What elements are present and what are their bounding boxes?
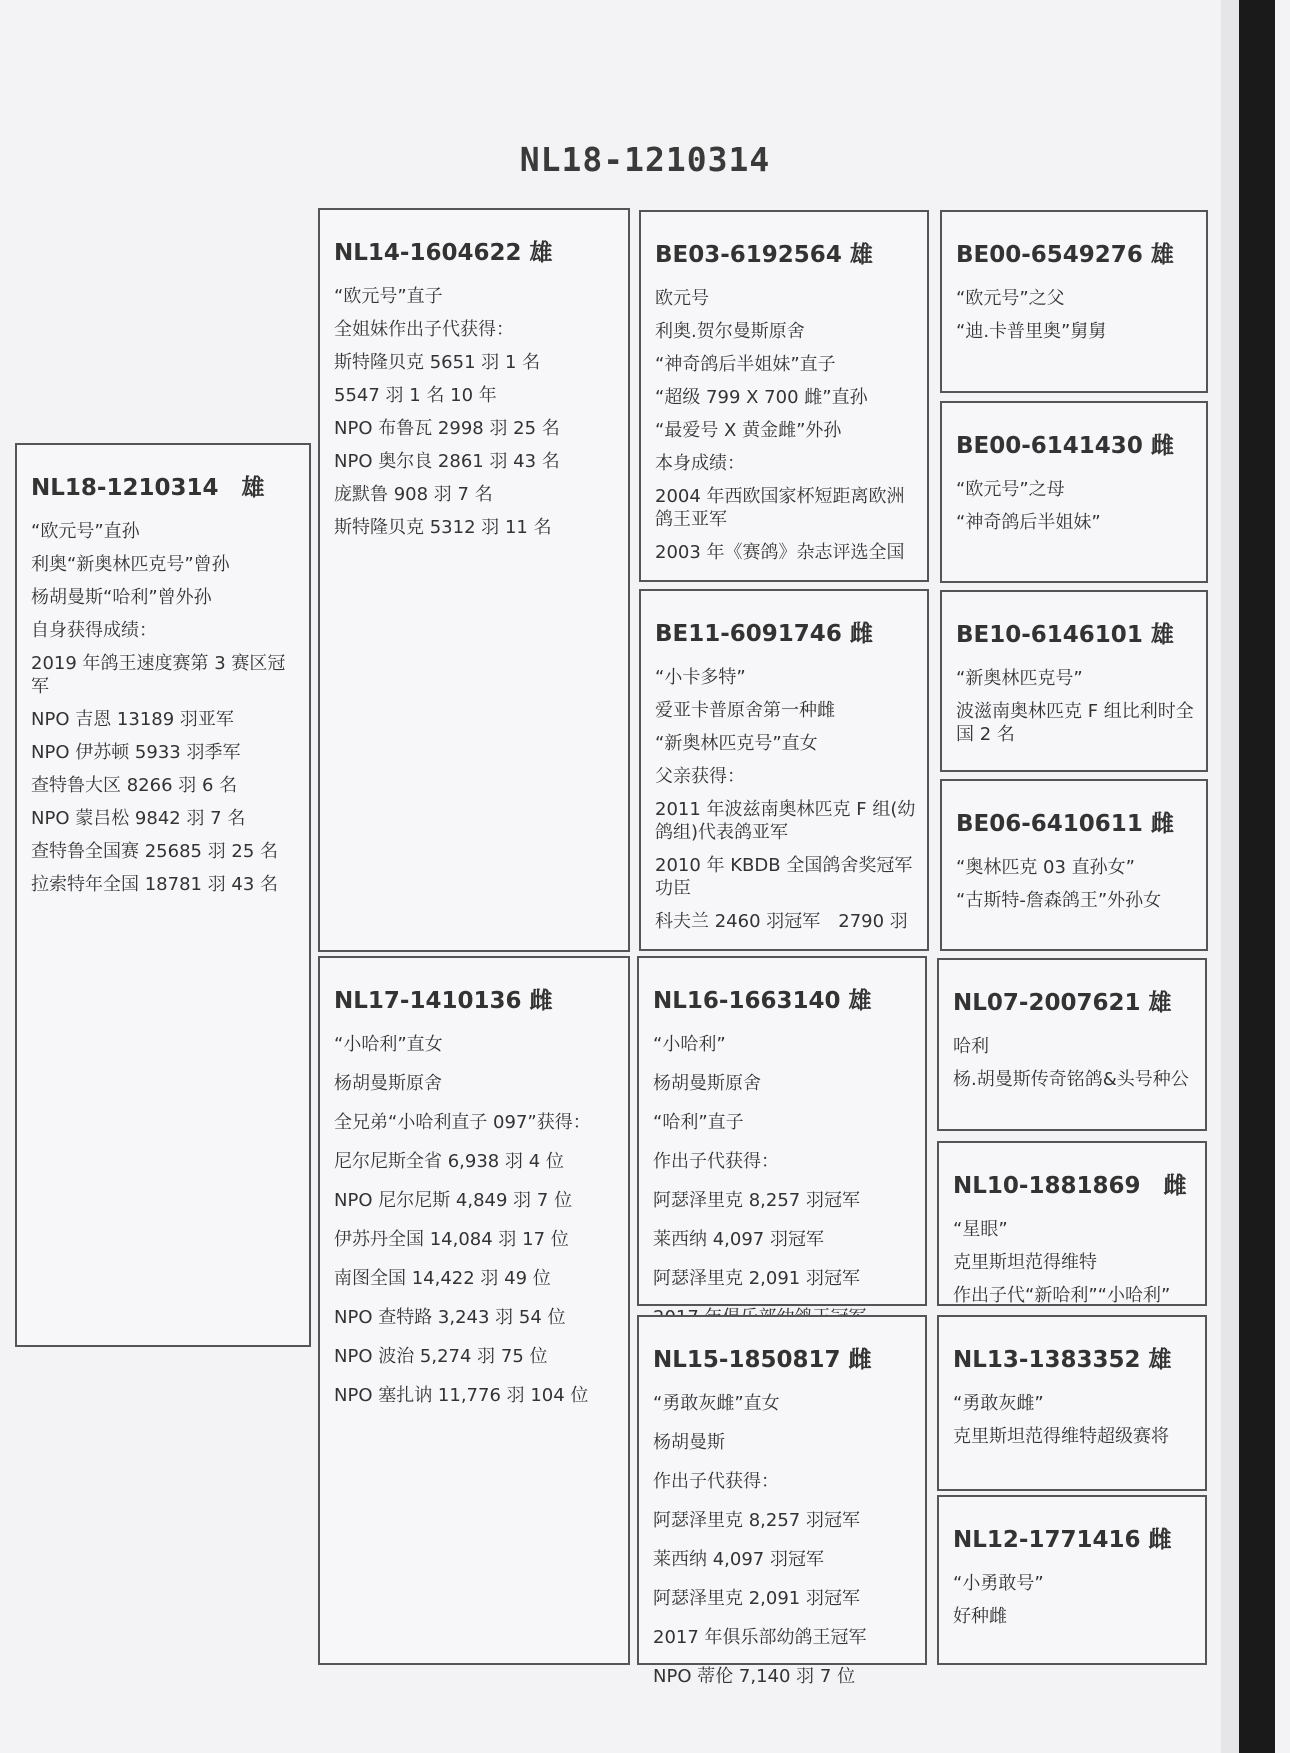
info-list (939, 1392, 1205, 1448)
pedigree-box-sdd (940, 779, 1208, 951)
info-line: “欧元号”之父 (956, 288, 1065, 309)
info-line: 全兄弟“小哈利直子 097”获得： (334, 1112, 591, 1133)
ring-number: NL14-1604622 雄 (334, 240, 553, 266)
pedigree-box-dss (937, 958, 1207, 1131)
info-line: 作出子代获得： (653, 1151, 779, 1172)
info-line: “欧元号”之母 (956, 479, 1065, 500)
info-list (641, 666, 927, 933)
info-line: 杨胡曼斯原舍 (653, 1073, 761, 1094)
info-line: 2019 年鸽王速度赛第 3 赛区冠军 (31, 653, 286, 697)
info-line: 利奥.贺尔曼斯原舍 (655, 321, 805, 342)
info-line: 2004 年西欧国家杯短距离欧洲鸽王亚军 (655, 486, 905, 530)
info-line: 杨.胡曼斯传奇铭鸽&头号种公 (953, 1069, 1189, 1090)
info-line: 哈利 (953, 1036, 989, 1057)
info-line: 斯特隆贝克 5651 羽 1 名 (334, 352, 541, 373)
pedigree-box-ss (639, 210, 929, 582)
info-line: “欧元号”直孙 (31, 521, 140, 542)
info-line: 5547 羽 1 名 10 年 (334, 385, 497, 406)
info-list (639, 1392, 925, 1688)
info-line: “小卡多特” (655, 667, 746, 688)
info-list (320, 1033, 628, 1407)
info-line: “星眼” (953, 1219, 1008, 1240)
info-line: NPO 尼尔尼斯 4,849 羽 7 位 (334, 1190, 573, 1211)
scan-edge (1239, 0, 1275, 1753)
pedigree-box-sds (940, 590, 1208, 772)
info-line: 欧元号 (655, 288, 709, 309)
info-line: NPO 布鲁瓦 2998 羽 25 名 (334, 418, 560, 439)
ring-number: NL07-2007621 雄 (953, 990, 1172, 1016)
info-line: “小哈利”直女 (334, 1034, 443, 1055)
info-line: NPO 波治 5,274 羽 75 位 (334, 1346, 548, 1367)
info-line: NPO 蒙吕松 9842 羽 7 名 (31, 808, 246, 829)
info-line: 全姐妹作出子代获得： (334, 319, 514, 340)
info-line: 克里斯坦范得维特 (953, 1252, 1097, 1273)
pedigree-box-dds (937, 1315, 1207, 1491)
info-line: NPO 吉恩 13189 羽亚军 (31, 709, 234, 730)
ring-number: BE00-6141430 雌 (956, 433, 1174, 459)
ring-number: NL13-1383352 雄 (953, 1347, 1172, 1373)
info-line: “勇敢灰雌”直女 (653, 1393, 780, 1414)
info-line: 2010 年 KBDB 全国鸽舍奖冠军功臣 (655, 855, 913, 899)
info-list (639, 1033, 925, 1329)
info-line: “欧元号”直子 (334, 286, 443, 307)
info-list (320, 285, 628, 539)
info-line: NPO 塞扎讷 11,776 羽 104 位 (334, 1385, 589, 1406)
info-line: “小勇敢号” (953, 1573, 1044, 1594)
pedigree-box-dd (637, 1315, 927, 1687)
info-line: 阿瑟泽里克 8,257 羽冠军 (653, 1190, 860, 1211)
info-list (942, 856, 1206, 912)
pedigree-box-ssd (940, 401, 1208, 583)
info-line: “新奥林匹克号”直女 (655, 733, 818, 754)
info-line: 作出子代“新哈利”“小哈利” (953, 1285, 1171, 1306)
ring-number: NL18-1210314 雄 (31, 475, 265, 501)
info-line: 尼尔尼斯全省 6,938 羽 4 位 (334, 1151, 564, 1172)
info-line: 伊苏丹全国 14,084 羽 17 位 (334, 1229, 569, 1250)
info-list (942, 287, 1206, 343)
info-line: 利奥“新奥林匹克号”曾孙 (31, 554, 230, 575)
info-line: “哈利”直子 (653, 1112, 744, 1133)
pedigree-box-dam (318, 956, 630, 1665)
info-line: 克里斯坦范得维特超级赛将 (953, 1426, 1169, 1447)
info-line: 杨胡曼斯“哈利”曾外孙 (31, 587, 212, 608)
info-line: 自身获得成绩： (31, 620, 157, 641)
info-list (942, 478, 1206, 534)
ring-number: NL16-1663140 雄 (653, 988, 872, 1014)
ring-number: NL17-1410136 雌 (334, 988, 553, 1014)
info-line: 杨胡曼斯原舍 (334, 1073, 442, 1094)
info-list (17, 520, 309, 896)
pedigree-box-sd (639, 589, 929, 951)
info-list (939, 1572, 1205, 1628)
ring-number: BE00-6549276 雄 (956, 242, 1174, 268)
pedigree-box-ds (637, 956, 927, 1306)
ring-number: NL12-1771416 雌 (953, 1527, 1172, 1553)
ring-number: NL15-1850817 雌 (653, 1347, 872, 1373)
pedigree-box-sire (318, 208, 630, 952)
info-line: “神奇鸽后半姐妹”直子 (655, 354, 836, 375)
info-line: 莱西纳 4,097 羽冠军 (653, 1229, 824, 1250)
info-line: 2011 年波兹南奥林匹克 F 组(幼鸽组)代表鸽亚军 (655, 799, 916, 843)
info-line: 本身成绩： (655, 453, 745, 474)
info-line: “神奇鸽后半姐妹” (956, 512, 1101, 533)
ring-number: BE03-6192564 雄 (655, 242, 873, 268)
info-line: “古斯特-詹森鸽王”外孙女 (956, 890, 1162, 911)
pedigree-box-sss (940, 210, 1208, 393)
info-line: 南图全国 14,422 羽 49 位 (334, 1268, 551, 1289)
info-line: 爱亚卡普原舍第一种雌 (655, 700, 835, 721)
info-line: 阿瑟泽里克 8,257 羽冠军 (653, 1510, 860, 1531)
info-line: 庞默鲁 908 羽 7 名 (334, 484, 493, 505)
info-line: NPO 伊苏顿 5933 羽季军 (31, 742, 241, 763)
info-line: “迪.卡普里奥”舅舅 (956, 321, 1107, 342)
info-list (942, 667, 1206, 746)
info-line: NPO 蒂伦 7,140 羽 7 位 (653, 1666, 856, 1687)
info-line: 好种雌 (953, 1606, 1007, 1627)
info-line: “勇敢灰雌” (953, 1393, 1044, 1414)
info-line: 莱西纳 4,097 羽冠军 (653, 1549, 824, 1570)
scan-edge-shadow (1221, 0, 1239, 1753)
info-line: “最爱号 X 黄金雌”外孙 (655, 420, 842, 441)
pedigree-box-subject (15, 443, 311, 1347)
info-line: 杨胡曼斯 (653, 1432, 725, 1453)
info-list (939, 1035, 1205, 1091)
info-line: “奥林匹克 03 直孙女” (956, 857, 1135, 878)
info-line: 2003 年《赛鸽》杂志评选全国 (655, 542, 905, 563)
info-list (939, 1218, 1205, 1307)
info-line: NPO 查特路 3,243 羽 54 位 (334, 1307, 566, 1328)
info-line: “新奥林匹克号” (956, 668, 1083, 689)
ring-number: BE11-6091746 雌 (655, 621, 873, 647)
info-line: 阿瑟泽里克 2,091 羽冠军 (653, 1588, 860, 1609)
pedigree-box-dsd (937, 1141, 1207, 1306)
info-line: NPO 奥尔良 2861 羽 43 名 (334, 451, 560, 472)
info-line: “小哈利” (653, 1034, 726, 1055)
info-line: 2017 年俱乐部幼鸽王冠军 (653, 1627, 867, 1648)
ring-number: BE10-6146101 雄 (956, 622, 1174, 648)
info-line: 波滋南奥林匹克 F 组比利时全国 2 名 (956, 701, 1194, 745)
info-line: 阿瑟泽里克 2,091 羽冠军 (653, 1268, 860, 1289)
info-line: 父亲获得： (655, 766, 745, 787)
ring-number: BE06-6410611 雌 (956, 811, 1174, 837)
info-line: 拉索特年全国 18781 羽 43 名 (31, 874, 279, 895)
info-line: 查特鲁全国赛 25685 羽 25 名 (31, 841, 279, 862)
ring-number: NL10-1881869 雌 (953, 1173, 1187, 1199)
info-line: 科夫兰 2460 羽冠军 2790 羽 (655, 911, 908, 932)
info-line: “超级 799 X 700 雌”直孙 (655, 387, 868, 408)
pedigree-box-ddd (937, 1495, 1207, 1665)
page-title: NL18-1210314 (519, 140, 771, 179)
info-line: 斯特隆贝克 5312 羽 11 名 (334, 517, 552, 538)
info-line: 作出子代获得： (653, 1471, 779, 1492)
info-list (641, 287, 927, 564)
info-line: 查特鲁大区 8266 羽 6 名 (31, 775, 238, 796)
